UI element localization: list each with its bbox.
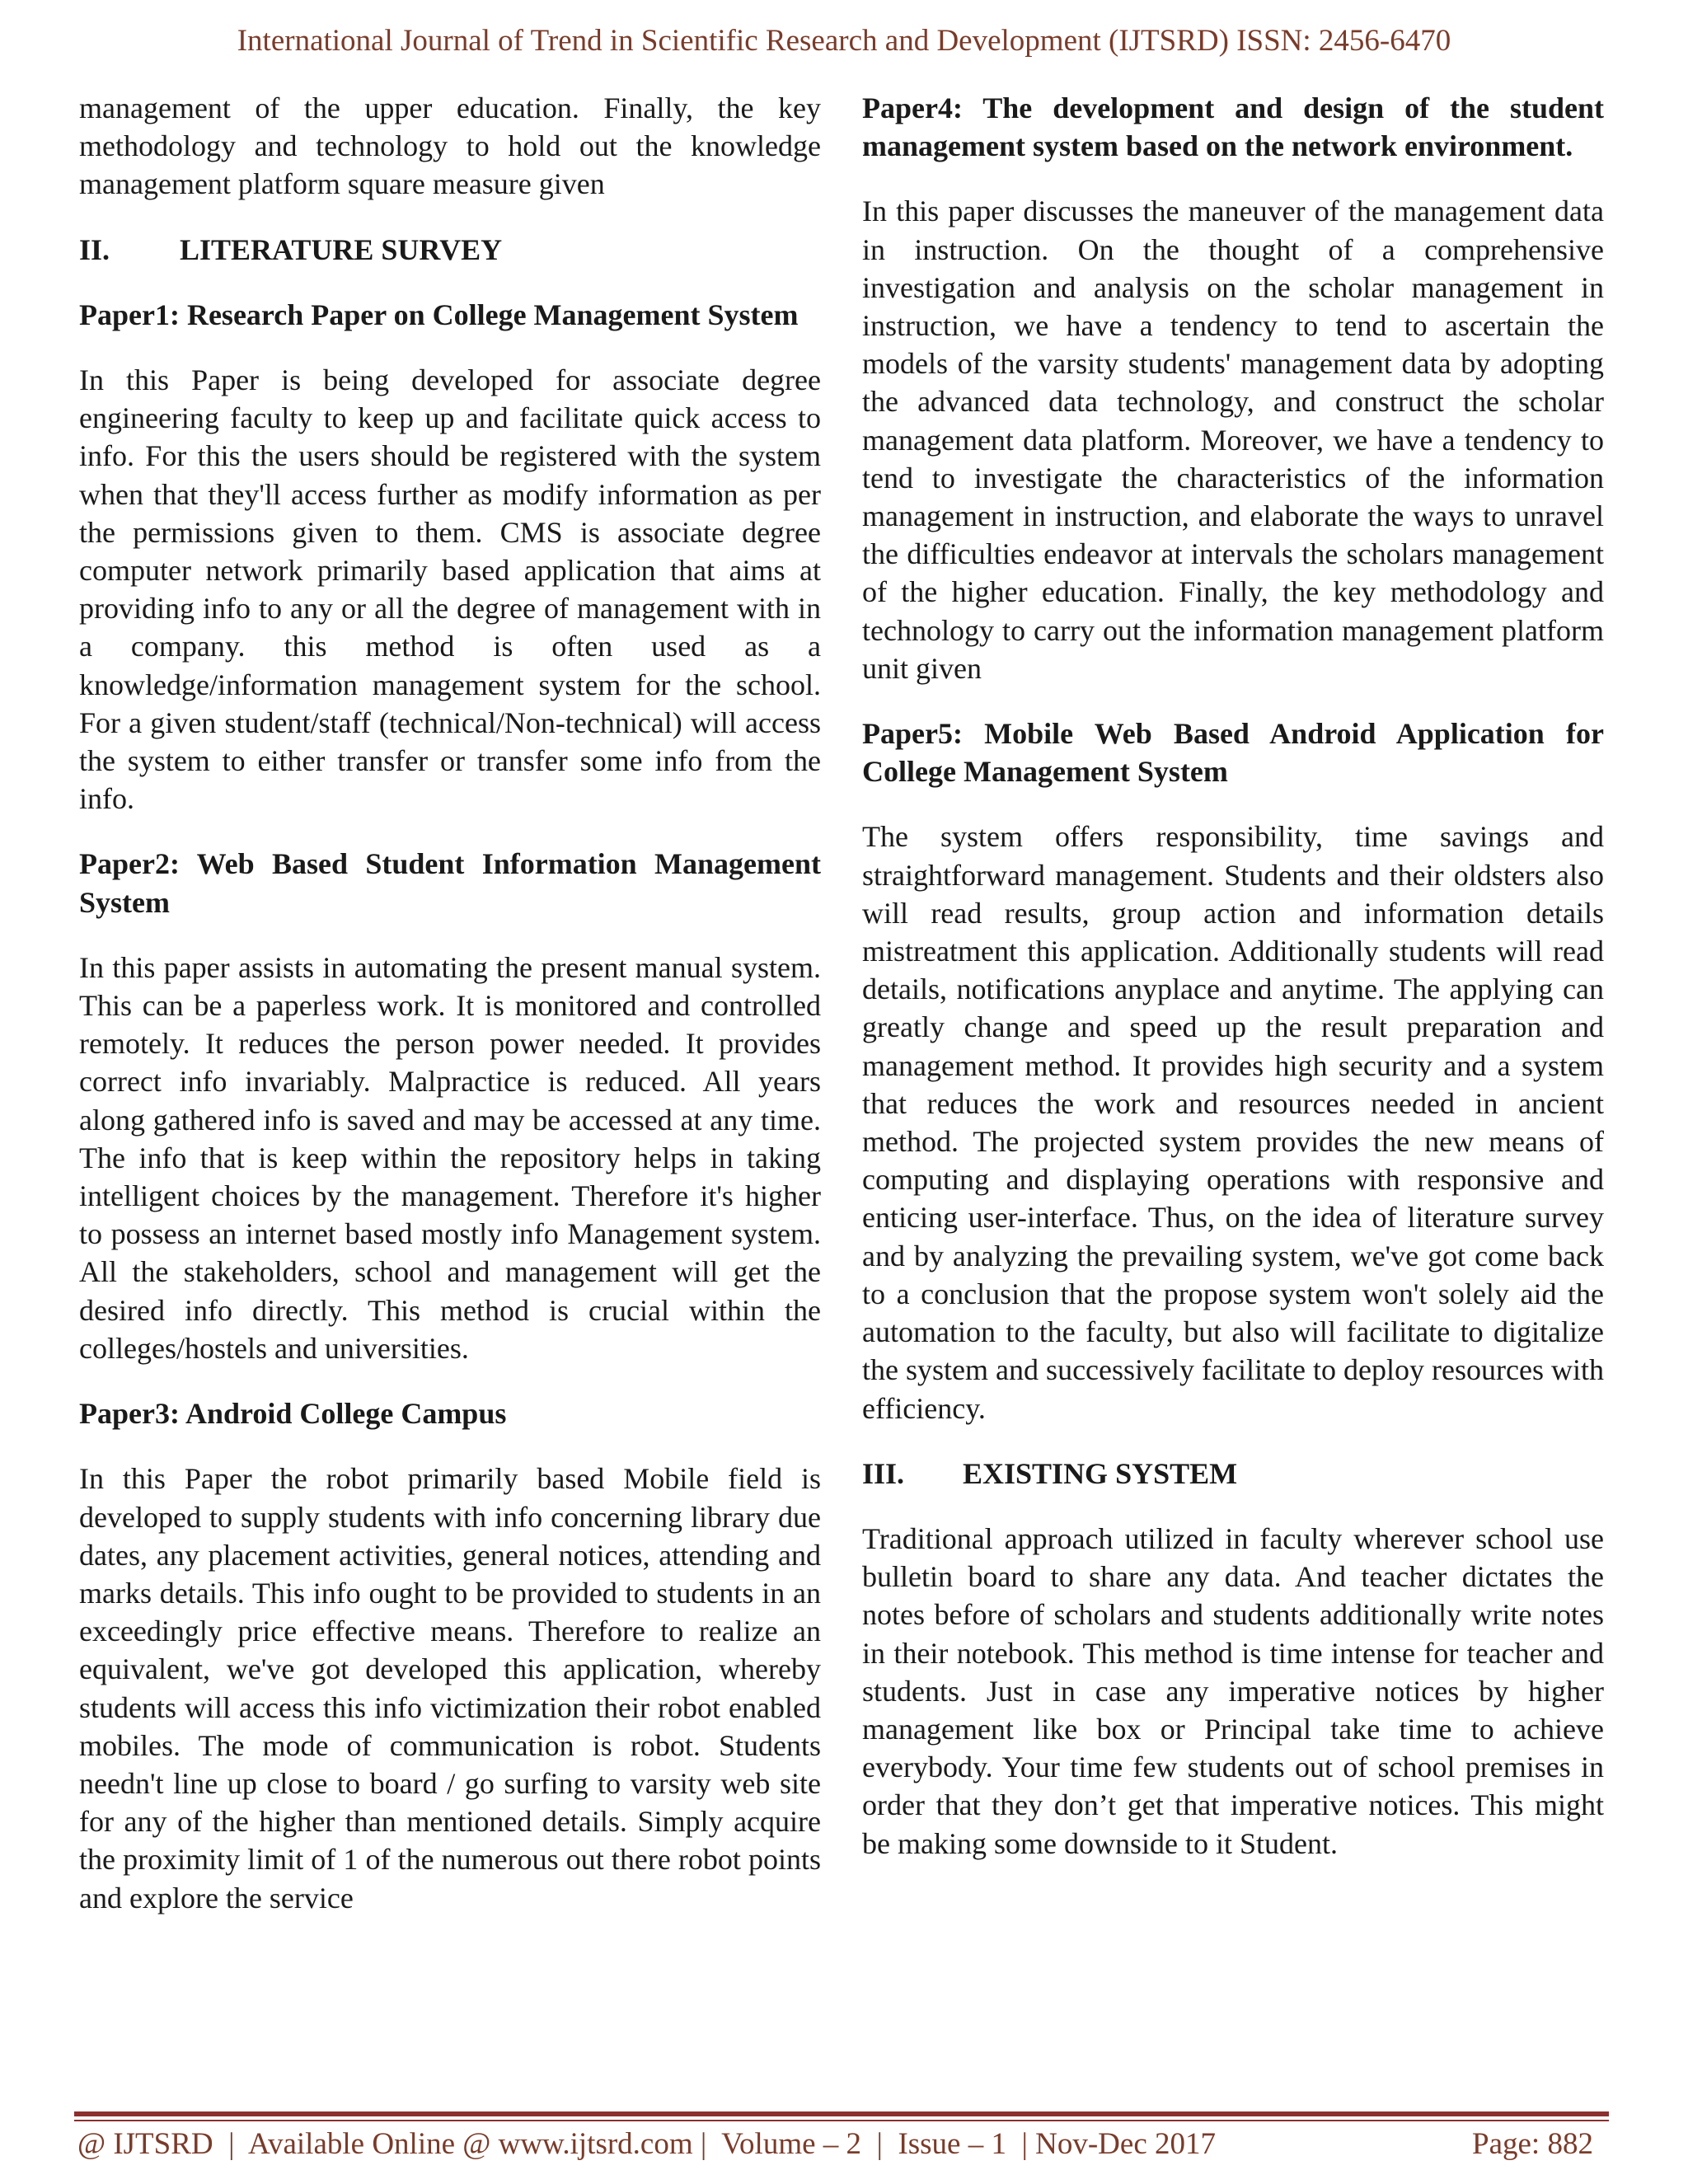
section-title: EXISTING SYSTEM: [963, 1456, 1238, 1490]
footer-rule: [74, 2111, 1609, 2116]
paper4-heading: Paper4: The development and design of the student management system based on the network environment.: [862, 91, 1604, 163]
section-heading-literature-survey: [79, 231, 821, 269]
paper2-body: In this paper assists in automating the present manual system. This can be a paperless work. It is monitored and controlled remotely. It reduces the person power needed. It provides correct info invariably. Malpractice is reduced. All years along gathered info is saved and may be accessed at any time. The info that is keep within the repository helps in taking intelligent choices by the management. Therefore it's higher to possess an internet based mostly info Management system. All the stakeholders, school and management will get the desired info directly. This method is crucial within the colleges/hostels and universities.: [79, 950, 821, 1365]
page-number: Page: 882: [1472, 2127, 1593, 2161]
paper1-heading: Paper1: Research Paper on College Management System: [79, 298, 799, 331]
continuation-paragraph: management of the upper education. Finally, the key methodology and technology to hold out the knowledge management platform square measure given: [79, 91, 821, 201]
footer-publication-info: @ IJTSRD | Available Online @ www.ijtsrd.com | Volume – 2 | Issue – 1 | Nov-Dec 2017: [77, 2127, 1216, 2161]
paper3-body: In this Paper the robot primarily based Mobile field is developed to supply students with info concerning library due dates, any placement activities, general notices, attending and marks details. This info ought to be provided to students in an exceedingly price effective means. Therefore to realize an equivalent, we've got developed this application, whereby students will access this info victimization their robot enabled mobiles. The mode of communication is robot. Students needn't line up close to board / go surfing to varsity web site for any of the higher than mentioned details. Simply acquire the proximity limit of 1 of the numerous out there robot points and explore the service: [79, 1462, 821, 1915]
paper4-body: In this paper discusses the maneuver of the management data in instruction. On the thought of a comprehensive investigation and analysis on the scholar management in instruction, we have a tendency to tend to ascertain the models of the varsity students' management data by adopting the advanced data technology, and construct the scholar management data platform. Moreover, we have a tendency to tend to investigate the characteristics of the information management in instruction, and elaborate the ways to unravel the difficulties endeavor at intervals the scholars management of the higher education. Finally, the key methodology and technology to carry out the information management platform unit given: [862, 194, 1604, 685]
journal-running-header: International Journal of Trend in Scientific Research and Development (IJTSRD) ISSN: 2456-6470: [237, 24, 1451, 58]
right-column: [862, 89, 1604, 1863]
paper1-body: In this Paper is being developed for associate degree engineering faculty to keep up and facilitate quick access to info. For this the users should be registered with the system when that they'll access further as modify information as per the permissions given to them. CMS is associate degree computer network primarily based application that aims at providing info to any or all the degree of management with in a company. this method is often used as a knowledge/information management system for the school. For a given student/staff (technical/Non-technical) will access the system to either transfer or transfer some info from the info.: [79, 363, 821, 816]
left-column: [79, 89, 821, 1917]
existing-system-body: Traditional approach utilized in faculty wherever school use bulletin board to share any data. And teacher dictates the notes before of scholars and students additionally write notes in their notebook. This method is time intense for teacher and students. Just in case any imperative notices by higher management like box or Principal take time to achieve everybody. Your time few students out of school premises in order that they don’t get that imperative notices. This might be making some downside to it Student.: [862, 1521, 1604, 1860]
footer-rule-thin: [74, 2120, 1609, 2121]
section-title: LITERATURE SURVEY: [180, 232, 503, 266]
section-heading-existing-system: [862, 1455, 1604, 1493]
paper5-heading: Paper5: Mobile Web Based Android Application for College Management System: [862, 717, 1604, 789]
paper5-body: The system offers responsibility, time savings and straightforward management. Students and their oldsters also will read results, group action and information details mistreatment this application. Additionally students will read details, notifications anyplace and anytime. The applying can greatly change and speed up the result preparation and management method. It provides high security and a system that reduces the work and resources needed in ancient method. The projected system provides the new means of computing and displaying operations with responsive and enticing user-interface. Thus, on the idea of literature survey and by analyzing the prevailing system, we've got come back to a conclusion that the propose system won't solely aid the automation to the faculty, but also will facilitate to digitalize the system and successively facilitate to deploy resources with efficiency.: [862, 820, 1604, 1425]
section-number: II.: [79, 232, 110, 266]
section-number: III.: [862, 1456, 905, 1490]
paper3-heading: Paper3: Android College Campus: [79, 1397, 507, 1431]
paper2-heading: Paper2: Web Based Student Information Management System: [79, 847, 821, 919]
